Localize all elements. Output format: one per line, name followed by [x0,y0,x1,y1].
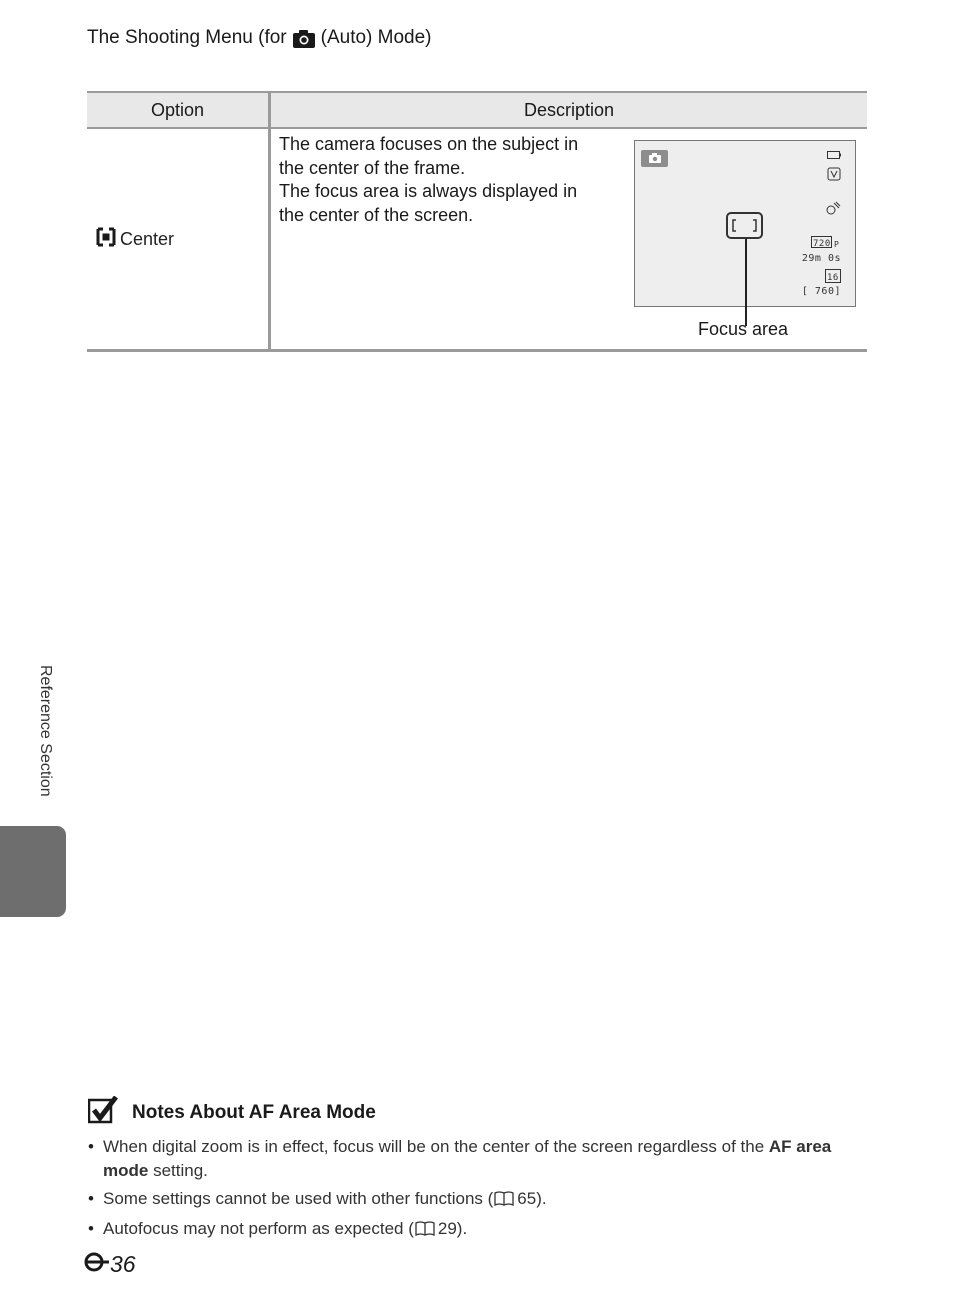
notes-list [87,1135,867,1247]
exposures-remaining: [ 760] [801,286,841,297]
note-text: ). [456,1219,468,1238]
center-af-icon [96,227,116,252]
focus-area-frame [726,212,763,239]
svg-text:16: 16 [827,273,839,283]
page-number-text: 36 [110,1251,136,1277]
column-header-option: Option [87,92,270,128]
list-item [87,1187,867,1213]
page-reference[interactable]: 65 [517,1189,537,1208]
notes-heading [88,1096,376,1130]
description-line: The camera focuses on the subject in [279,134,579,154]
option-cell [87,128,270,351]
notes-title: Notes About AF Area Mode [132,1102,376,1123]
description-line: The focus area is always displayed in [279,181,578,201]
svg-text:P: P [834,240,840,249]
note-text: Some settings cannot be used with other functions ( [103,1189,494,1208]
svg-text:720: 720 [813,239,831,249]
page-reference[interactable]: 29 [437,1219,457,1238]
camera-icon [293,29,315,48]
movie-time-remaining: 29m 0s [801,253,841,264]
note-bold-term: AF area mode [103,1137,832,1180]
note-text: When digital zoom is in effect, focus will be on the center of the screen regardless of the [103,1137,765,1156]
section-side-label: Reference Section [37,665,54,797]
description-line: the center of the screen. [279,204,474,225]
description-line: the center of the frame. [279,157,466,178]
description-cell [270,128,868,351]
book-reference-icon [415,1219,435,1243]
option-label: Center [120,228,175,249]
options-table [87,91,867,352]
list-item [87,1217,867,1243]
movie-mode-icon [811,235,841,252]
reference-e-icon [84,1251,110,1278]
focus-area-callout: Focus area [698,319,789,339]
callout-leader-line [745,239,747,326]
motion-detection-icon [825,200,841,219]
section-tab [0,826,66,917]
camera-screen-illustration [634,140,856,307]
column-header-description: Description [270,92,868,128]
list-item [87,1135,867,1183]
page-number [84,1251,136,1278]
book-reference-icon [494,1189,514,1213]
shooting-mode-indicator [641,150,668,167]
header-suffix: (Auto) Mode) [320,27,432,48]
image-mode-icon [825,269,841,286]
battery-icon [827,151,841,162]
vibration-reduction-icon [827,167,841,184]
page-header [87,27,432,49]
note-text: setting. [153,1161,208,1180]
header-prefix: The Shooting Menu (for [87,27,287,48]
table-header-row [87,92,867,128]
note-text: Autofocus may not perform as expected ( [103,1219,414,1238]
checkmark-icon [88,1096,118,1130]
note-text: ). [536,1189,547,1208]
description-text [279,133,609,227]
table-row [87,128,867,351]
